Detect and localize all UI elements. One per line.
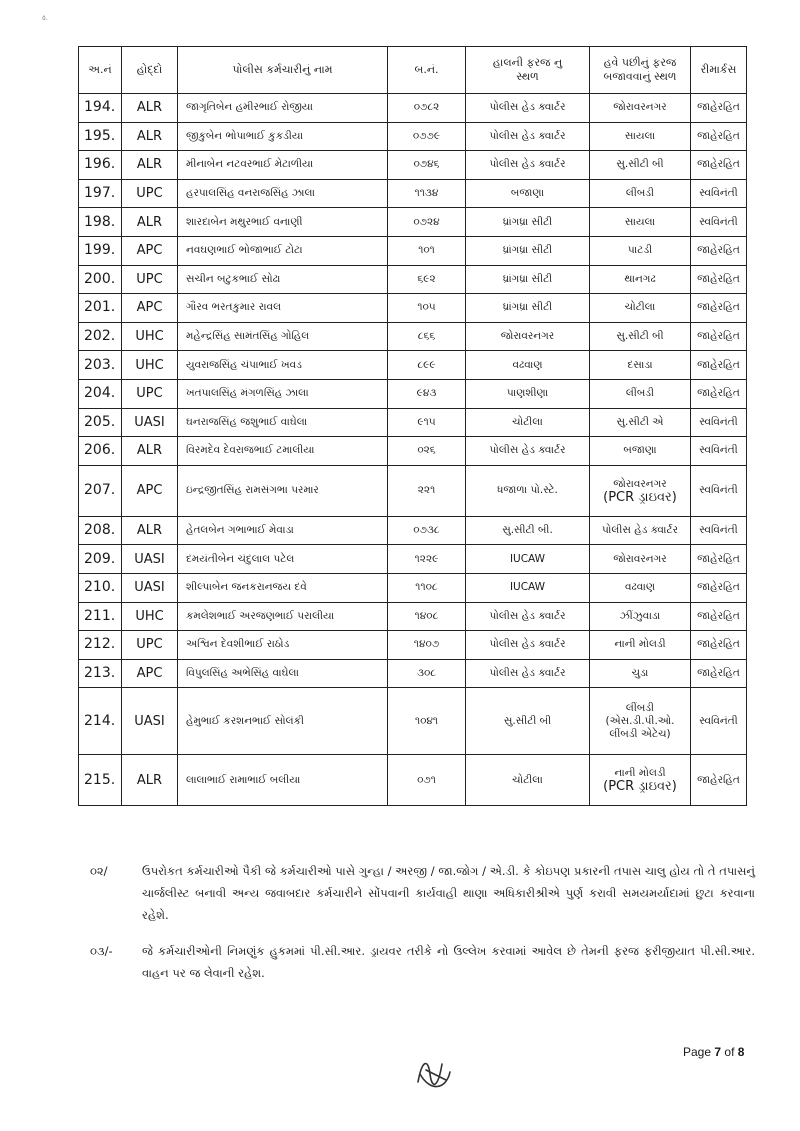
table-row [79,408,747,437]
table-row [79,573,747,602]
next-duty-cell: ચોટીલા [590,294,691,323]
current-duty-cell: ધ્રાંગધ્રા સીટી [466,236,590,265]
table-row [79,379,747,408]
corner-mark: ٥. [42,14,48,22]
signature-mark [412,1052,454,1092]
table-body [79,94,747,806]
buckle-cell: ૦૭૧ [388,755,466,806]
table-row [79,755,747,806]
post-cell: UPC [122,631,178,660]
header-next-duty-line: હવે પછીનું ફરજ [603,56,677,69]
buckle-cell: ૮૬૬ [388,322,466,351]
next-duty-line: (PCR ડ્રાઇવર) [603,489,677,505]
next-duty-cell: ઝીંઝુવાડા [590,602,691,631]
serial-cell: 202. [79,322,122,351]
table-row [79,545,747,574]
next-duty-line: જોરાવરનગર [613,477,667,490]
remark-cell: જાહેરહિત [691,265,747,294]
header-current-duty-line: સ્થળ [516,70,539,83]
buckle-cell: ૩૦૮ [388,659,466,688]
table-row [79,265,747,294]
post-cell: UPC [122,265,178,294]
table-row [79,437,747,466]
name-cell: ખતપાલસિંહ મંગળસિંહ ઝાલા [178,379,388,408]
next-duty-cell [590,688,691,755]
name-cell: વિપુલસિંહ અભેસિંહ વાઘેલા [178,659,388,688]
remark-cell: સ્વવિનંતી [691,408,747,437]
next-duty-line: લીંબડી એટેચ) [609,727,671,740]
page-total: 8 [737,1045,745,1059]
next-duty-cell [590,755,691,806]
post-cell: UASI [122,688,178,755]
name-cell: શીલ્પાબેન જનકરાનજય દવે [178,573,388,602]
remark-cell: જાહેરહિત [691,755,747,806]
current-duty-cell: પોલીસ હેડ ક્વાર્ટર [466,659,590,688]
next-duty-cell: દસાડા [590,351,691,380]
remark-cell: જાહેરહિત [691,545,747,574]
table-row [79,516,747,545]
name-cell: ઇન્દ્રજીતસિંહ રામસંગભા પરમાર [178,465,388,516]
header-buckle-no: બ.નં. [388,47,466,94]
table-row [79,659,747,688]
post-cell: ALR [122,755,178,806]
serial-cell: 212. [79,631,122,660]
paragraph-text: જે કર્મચારીઓની નિમણુંક હુકમમાં પી.સી.આર. ડ્રાયવર તરીકે નો ઉલ્લેખ કરવામાં આવેલ છે તેમની ફરજ ફરીજીયાત પી.સી.આર. વાહન પર જ લેવાની રહેશ. [142,944,755,980]
name-cell: મીનાબેન નટવરભાઈ મેટાળીયા [178,151,388,180]
next-duty-cell: જોરાવરનગર [590,545,691,574]
paragraph-text: ઉપરોકત કર્મચારીઓ પૈકી જે કર્મચારીઓ પાસે ગુન્હા / અરજી / જા.જોગ / એ.ડી. કે કોઇપણ પ્રકારની તપાસ ચાલુ હોય તો તે તપાસનું ચાર્જલીસ્ટ બનાવી અન્ય જવાબદાર કર્મચારીને સોંપવાની કાર્યવાહી થાણા અધિકારીશ્રીએ પુર્ણ કરાવી સમયમર્યાદામાં છુટા કરવાના રહેશે. [142,864,755,922]
remark-cell: જાહેરહિત [691,294,747,323]
next-duty-line: નાની મોલડી [614,767,666,780]
next-duty-cell: પાટડી [590,236,691,265]
current-duty-cell: ચોટીલા [466,408,590,437]
post-cell: APC [122,465,178,516]
current-duty-cell: બજાણા [466,179,590,208]
post-cell: UHC [122,322,178,351]
table-row [79,236,747,265]
buckle-cell: ૧૦૧ [388,236,466,265]
paragraph-number: ૦૨/ [90,864,108,878]
name-cell: મહેન્દ્રસિંહ સામંતસિંહ ગોહિલ [178,322,388,351]
serial-cell: 213. [79,659,122,688]
current-duty-cell: સુ.સીટી બી. [466,516,590,545]
serial-cell: 210. [79,573,122,602]
header-next-duty-line: બજાવવાનું સ્થળ [603,70,677,83]
buckle-cell: ૦૭૩૮ [388,516,466,545]
next-duty-cell: લીંબડી [590,179,691,208]
name-cell: વિરમદેવ દેવરાજભાઈ ટમાલીયા [178,437,388,466]
post-cell: ALR [122,122,178,151]
page-current: 7 [714,1045,722,1059]
header-current-duty [466,47,590,94]
name-cell: યુવરાજસિંહ ચંપાભાઈ ખવડ [178,351,388,380]
buckle-cell: ૧૧૦૮ [388,573,466,602]
current-duty-cell: IUCAW [466,545,590,574]
name-cell: લાલાભાઈ રામાભાઈ બલીયા [178,755,388,806]
serial-cell: 201. [79,294,122,323]
table-row [79,351,747,380]
name-cell: દમયંતીબેન ચંદુલાલ પટેલ [178,545,388,574]
table-header-row [79,47,747,94]
serial-cell: 204. [79,379,122,408]
serial-cell: 200. [79,265,122,294]
current-duty-cell: ધ્રાંગધ્રા સીટી [466,208,590,237]
buckle-cell: ૮૯૯ [388,351,466,380]
paragraph-02 [90,860,755,926]
remark-cell: જાહેરહિત [691,322,747,351]
remark-cell: સ્વવિનંતી [691,516,747,545]
next-duty-cell: સાયલા [590,122,691,151]
header-current-duty-line: હાલની ફરજ નુ [492,56,563,69]
post-cell: UHC [122,351,178,380]
table-row [79,94,747,123]
table-row [79,631,747,660]
post-cell: UPC [122,379,178,408]
header-serial: અ.નં [79,47,122,94]
paragraph-03 [90,940,755,984]
name-cell: સચીન બટુકભાઈ સોઢા [178,265,388,294]
header-name: પોલીસ કર્મચારીનું નામ [178,47,388,94]
serial-cell: 195. [79,122,122,151]
current-duty-cell: પોલીસ હેડ ક્વાર્ટર [466,437,590,466]
current-duty-cell: ધ્રાંગધ્રા સીટી [466,265,590,294]
buckle-cell: ૧૧૩૪ [388,179,466,208]
serial-cell: 208. [79,516,122,545]
remark-cell: જાહેરહિત [691,94,747,123]
buckle-cell: ૧૪૦૮ [388,602,466,631]
post-cell: APC [122,236,178,265]
transfer-table [78,46,747,806]
next-duty-cell: જોરાવરનગર [590,94,691,123]
serial-cell: 209. [79,545,122,574]
next-duty-cell: ચુડા [590,659,691,688]
next-duty-cell: વઢવાણ [590,573,691,602]
post-cell: UPC [122,179,178,208]
current-duty-cell: પાણશીણા [466,379,590,408]
serial-cell: 194. [79,94,122,123]
remark-cell: જાહેરહિત [691,659,747,688]
name-cell: હરપાલસિંહ વનરાજસિંહ ઝાલા [178,179,388,208]
remark-cell: સ્વવિનંતી [691,688,747,755]
name-cell: હેતલબેન ગભાભાઈ મેવાડા [178,516,388,545]
page-of: of [724,1045,735,1059]
remark-cell: જાહેરહિત [691,379,747,408]
next-duty-cell [590,465,691,516]
table-row [79,688,747,755]
buckle-cell: ૯૪૩ [388,379,466,408]
table-row [79,151,747,180]
serial-cell: 214. [79,688,122,755]
remark-cell: સ્વવિનંતી [691,437,747,466]
buckle-cell: ૯૧૫ [388,408,466,437]
header-post: હોદ્દો [122,47,178,94]
remark-cell: સ્વવિનંતી [691,179,747,208]
post-cell: UHC [122,602,178,631]
current-duty-cell: ધજાળા પો.સ્ટે. [466,465,590,516]
post-cell: APC [122,659,178,688]
header-remarks: રીમાર્કસ [691,47,747,94]
next-duty-cell: પોલીસ હેડ ક્વાર્ટર [590,516,691,545]
buckle-cell: ૦૭૮૨ [388,94,466,123]
next-duty-cell: બજાણા [590,437,691,466]
buckle-cell: ૧૦૪૧ [388,688,466,755]
buckle-cell: ૦૭૭૯ [388,122,466,151]
current-duty-cell: IUCAW [466,573,590,602]
next-duty-cell: સાયલા [590,208,691,237]
post-cell: ALR [122,151,178,180]
current-duty-cell: પોલીસ હેડ ક્વાર્ટર [466,122,590,151]
next-duty-cell: સુ.સીટી બી [590,151,691,180]
header-next-duty [590,47,691,94]
name-cell: હેમુભાઈ કરશનભાઈ સોલંકી [178,688,388,755]
next-duty-cell: થાનગઢ [590,265,691,294]
serial-cell: 197. [79,179,122,208]
current-duty-cell: પોલીસ હેડ ક્વાર્ટર [466,151,590,180]
serial-cell: 203. [79,351,122,380]
serial-cell: 196. [79,151,122,180]
serial-cell: 207. [79,465,122,516]
remark-cell: જાહેરહિત [691,602,747,631]
remark-cell: જાહેરહિત [691,351,747,380]
page-number [683,1045,744,1059]
post-cell: UASI [122,408,178,437]
current-duty-cell: જોરાવરનગર [466,322,590,351]
post-cell: UASI [122,573,178,602]
table-row [79,465,747,516]
paragraph-number: ૦૩/- [90,944,113,958]
name-cell: જીકુબેન ભોપાભાઈ કુકડીયા [178,122,388,151]
name-cell: ઘનરાજસિંહ જશુભાઈ વાઘેલા [178,408,388,437]
next-duty-line: (એસ.ડી.પી.ઓ. [605,714,675,727]
table-row [79,179,747,208]
buckle-cell: ૦૨૬ [388,437,466,466]
name-cell: કમલેશભાઈ અરજણભાઈ પરાલીયા [178,602,388,631]
post-cell: ALR [122,94,178,123]
remark-cell: જાહેરહિત [691,122,747,151]
post-cell: ALR [122,437,178,466]
serial-cell: 199. [79,236,122,265]
current-duty-cell: વઢવાણ [466,351,590,380]
buckle-cell: ૧૨૨૯ [388,545,466,574]
next-duty-cell: સુ.સીટી એ [590,408,691,437]
buckle-cell: ૬૯૨ [388,265,466,294]
current-duty-cell: સુ.સીટી બી [466,688,590,755]
buckle-cell: ૧૦૫ [388,294,466,323]
name-cell: જાગૃતિબેન હમીરભાઈ રોજીયા [178,94,388,123]
serial-cell: 205. [79,408,122,437]
current-duty-cell: પોલીસ હેડ ક્વાર્ટર [466,631,590,660]
next-duty-line: (PCR ડ્રાઇવર) [603,779,677,795]
name-cell: નવઘણભાઈ ભોજાભાઈ ટોટા [178,236,388,265]
current-duty-cell: પોલીસ હેડ ક્વાર્ટર [466,602,590,631]
table-row [79,208,747,237]
table-row [79,122,747,151]
next-duty-cell: નાની મોલડી [590,631,691,660]
remark-cell: સ્વવિનંતી [691,465,747,516]
remark-cell: જાહેરહિત [691,631,747,660]
table-row [79,602,747,631]
instructions [90,860,755,998]
next-duty-cell: લીંબડી [590,379,691,408]
table-row [79,322,747,351]
serial-cell: 211. [79,602,122,631]
buckle-cell: ૦૭૨૪ [388,208,466,237]
serial-cell: 215. [79,755,122,806]
remark-cell: સ્વવિનંતી [691,208,747,237]
table-row [79,294,747,323]
post-cell: APC [122,294,178,323]
buckle-cell: ૦૭૪૬ [388,151,466,180]
name-cell: શારદાબેન મથુરભાઈ વનાણી [178,208,388,237]
serial-cell: 206. [79,437,122,466]
buckle-cell: ૨૨૧ [388,465,466,516]
buckle-cell: ૧૪૦૭ [388,631,466,660]
name-cell: અશ્વિન દેવશીભાઈ રાઠોડ [178,631,388,660]
remark-cell: જાહેરહિત [691,151,747,180]
next-duty-line: લીંબડી [625,701,655,714]
current-duty-cell: ધ્રાંગધ્રા સીટી [466,294,590,323]
post-cell: ALR [122,208,178,237]
serial-cell: 198. [79,208,122,237]
current-duty-cell: પોલીસ હેડ ક્વાર્ટર [466,94,590,123]
page-prefix: Page [683,1045,712,1059]
remark-cell: જાહેરહિત [691,573,747,602]
name-cell: ગૌરવ ભરતકુમાર રાવલ [178,294,388,323]
remark-cell: જાહેરહિત [691,236,747,265]
post-cell: UASI [122,545,178,574]
post-cell: ALR [122,516,178,545]
next-duty-cell: સુ.સીટી બી [590,322,691,351]
current-duty-cell: ચોટીલા [466,755,590,806]
